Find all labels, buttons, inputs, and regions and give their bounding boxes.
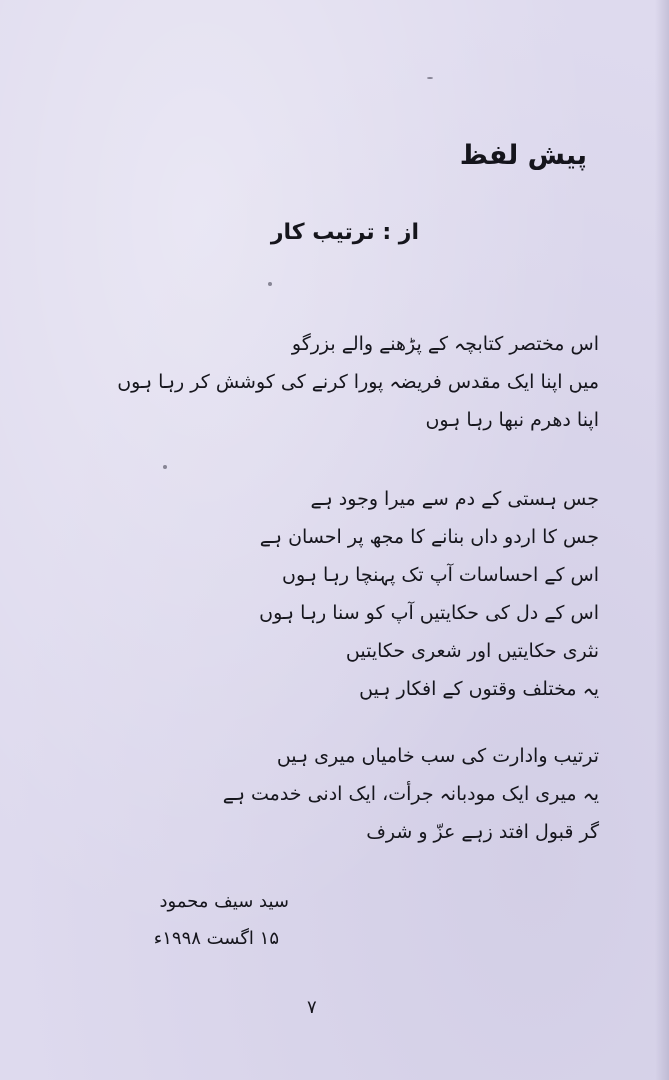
text-line: اس کے دل کی حکایتیں آپ کو سنا رہا ہوں: [259, 602, 599, 624]
text-line: اس مختصر کتابچہ کے پڑھنے والے بزرگو: [291, 333, 599, 355]
text-line: یہ میری ایک مودبانہ جرأت، ایک ادنی خدمت ہے: [222, 783, 599, 805]
text-line: نثری حکایتیں اور شعری حکایتیں: [345, 640, 599, 662]
stanza-2: [259, 480, 599, 708]
text-line: جس ہستی کے دم سے میرا وجود ہے: [310, 488, 599, 510]
text-line: اپنا دھرم نبھا رہا ہوں: [425, 409, 599, 431]
byline: از : ترتیب کار: [270, 220, 419, 245]
ink-speck: [163, 465, 167, 469]
ink-speck: [427, 77, 433, 79]
page-number: ۷: [307, 997, 317, 1018]
text-line: گر قبول افتد زہے عزّ و شرف: [366, 821, 599, 843]
author-name: سید سیف محمود: [159, 891, 289, 912]
text-line: جس کا اردو داں بنانے کا مجھ پر احسان ہے: [259, 526, 599, 548]
stanza-3: [223, 737, 599, 851]
text-line: میں اپنا ایک مقدس فریضہ پورا کرنے کی کوشش کر رہا ہوں: [117, 371, 599, 393]
ink-speck: [268, 282, 272, 286]
page-title: پیش لفظ: [459, 140, 587, 171]
page-edge-shadow: [655, 0, 669, 1080]
text-line: ترتیب وادارت کی سب خامیاں میری ہیں: [276, 745, 599, 767]
text-line: اس کے احساسات آپ تک پہنچا رہا ہوں: [282, 564, 599, 586]
date: ۱۵ اگست ۱۹۹۸ء: [153, 928, 279, 949]
stanza-1: [117, 325, 599, 439]
text-line: یہ مختلف وقتوں کے افکار ہیں: [359, 678, 599, 700]
